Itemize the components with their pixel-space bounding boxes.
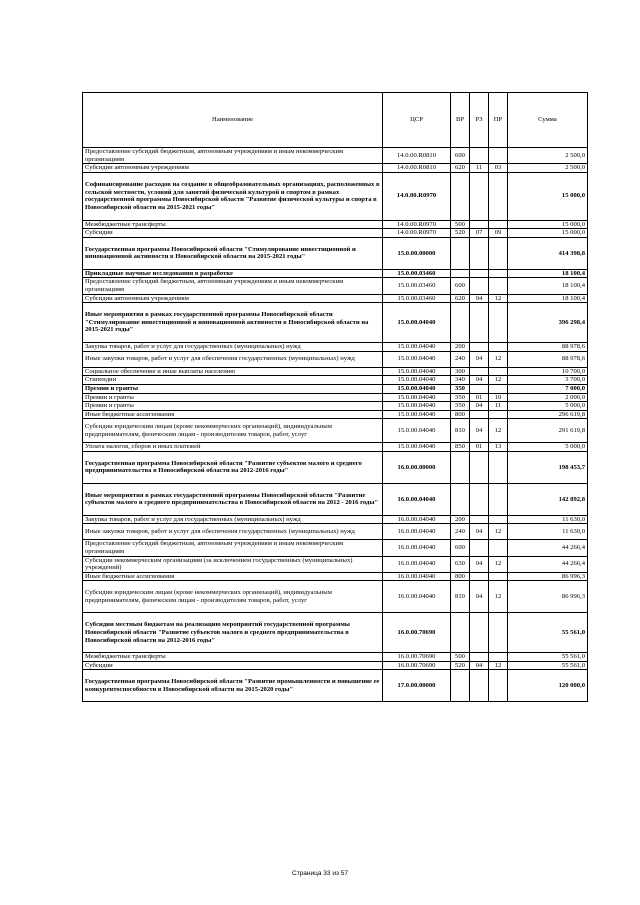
row-sum: 55 561,0 bbox=[508, 613, 588, 653]
row-rz: 04 bbox=[470, 419, 489, 443]
row-vr bbox=[451, 451, 470, 483]
row-sum: 88 978,6 bbox=[508, 351, 588, 367]
row-sum: 15 000,0 bbox=[508, 172, 588, 220]
row-pr bbox=[489, 613, 508, 653]
row-name: Премии и гранты bbox=[83, 402, 383, 411]
table-row bbox=[83, 172, 588, 220]
row-rz: 04 bbox=[470, 661, 489, 670]
table-row bbox=[83, 148, 588, 164]
row-name: Субсидии некоммерческим организациям (за исключением государственных (муниципальных) учреждений) bbox=[83, 556, 383, 572]
row-sum: 291 619,8 bbox=[508, 419, 588, 443]
row-csr: 15.0.00.04040 bbox=[383, 303, 451, 343]
row-rz bbox=[470, 303, 489, 343]
table-row bbox=[83, 229, 588, 238]
row-rz bbox=[470, 515, 489, 524]
row-pr: 12 bbox=[489, 524, 508, 540]
row-vr: 810 bbox=[451, 419, 470, 443]
table-row bbox=[83, 581, 588, 613]
row-name: Предоставление субсидий бюджетным, автономным учреждениям и иным некоммерческим организациям bbox=[83, 148, 383, 164]
row-pr bbox=[489, 410, 508, 419]
row-name: Субсидии юридическим лицам (кроме некоммерческих организаций), индивидуальным предпринимателям, физическим лицам - производителям товаров, работ, услуг bbox=[83, 581, 383, 613]
row-sum: 15 000,0 bbox=[508, 229, 588, 238]
row-name: Субсидии юридическим лицам (кроме некоммерческих организаций), индивидуальным предпринимателям, физическим лицам - производителям товаров, работ, услуг bbox=[83, 419, 383, 443]
header-csr: ЦСР bbox=[383, 93, 451, 148]
row-sum: 2 500,0 bbox=[508, 148, 588, 164]
row-sum: 10 700,0 bbox=[508, 367, 588, 376]
header-vr: ВР bbox=[451, 93, 470, 148]
table-row bbox=[83, 393, 588, 402]
table-row bbox=[83, 384, 588, 393]
row-name: Иные мероприятия в рамках государственной программы Новосибирской области "Развитие субъектов малого и среднего предпринимательства в Новосибирской области на 2012 - 2016 годы" bbox=[83, 483, 383, 515]
row-vr: 810 bbox=[451, 581, 470, 613]
row-name: Государственная программа Новосибирской области "Стимулирование инвестиционной и инновационной активности в Новосибирской области на 2015-2021 годы" bbox=[83, 237, 383, 269]
row-sum: 198 453,7 bbox=[508, 451, 588, 483]
row-vr bbox=[451, 483, 470, 515]
row-csr: 16.0.00.70690 bbox=[383, 661, 451, 670]
table-row bbox=[83, 269, 588, 278]
row-csr: 16.0.00.04040 bbox=[383, 524, 451, 540]
row-name: Государственная программа Новосибирской области "Развитие субъектов малого и среднего предпринимательства в Новосибирской области на 2012-2016 годы" bbox=[83, 451, 383, 483]
row-sum: 55 561,0 bbox=[508, 653, 588, 662]
row-rz: 04 bbox=[470, 402, 489, 411]
row-pr bbox=[489, 367, 508, 376]
row-sum: 2 000,0 bbox=[508, 393, 588, 402]
header-sum: Сумма bbox=[508, 93, 588, 148]
row-vr bbox=[451, 613, 470, 653]
row-sum: 7 000,0 bbox=[508, 384, 588, 393]
row-name: Социальное обеспечение и иные выплаты населению bbox=[83, 367, 383, 376]
row-sum: 55 561,0 bbox=[508, 661, 588, 670]
row-sum: 120 000,0 bbox=[508, 670, 588, 702]
row-name: Софинансирование расходов на создание в общеобразовательных организациях, расположенных в сельской местности, условий для занятий физической культурой и спортом в рамках государственной программы Новосибирской области "Развитие физической культуры и спорта в Новосибирской области на 2015-2021 годы" bbox=[83, 172, 383, 220]
row-name: Закупка товаров, работ и услуг для государственных (муниципальных) нужд bbox=[83, 343, 383, 352]
row-csr: 15.0.00.04040 bbox=[383, 419, 451, 443]
row-pr: 13 bbox=[489, 443, 508, 452]
row-csr: 14.0.00.R0970 bbox=[383, 220, 451, 229]
row-csr: 17.0.00.00000 bbox=[383, 670, 451, 702]
row-csr: 14.0.00.R0970 bbox=[383, 229, 451, 238]
row-name: Государственная программа Новосибирской области "Развитие промышленности и повышение ее конкурентоспособности в Новосибирской области на 2015-2020 годы" bbox=[83, 670, 383, 702]
row-sum: 11 630,0 bbox=[508, 524, 588, 540]
table-row bbox=[83, 572, 588, 581]
row-sum: 142 892,8 bbox=[508, 483, 588, 515]
row-vr: 600 bbox=[451, 540, 470, 556]
row-rz: 04 bbox=[470, 351, 489, 367]
table-row bbox=[83, 237, 588, 269]
row-rz: 01 bbox=[470, 443, 489, 452]
row-name: Иные бюджетные ассигнования bbox=[83, 410, 383, 419]
row-rz bbox=[470, 367, 489, 376]
row-rz bbox=[470, 278, 489, 294]
row-vr bbox=[451, 172, 470, 220]
table-row bbox=[83, 661, 588, 670]
table-header-row bbox=[83, 93, 588, 148]
row-name: Прикладные научные исследования в разработке bbox=[83, 269, 383, 278]
table-row bbox=[83, 540, 588, 556]
row-csr: 15.0.00.04040 bbox=[383, 410, 451, 419]
row-sum: 18 100,4 bbox=[508, 269, 588, 278]
row-sum: 2 500,0 bbox=[508, 164, 588, 173]
row-rz bbox=[470, 670, 489, 702]
row-sum: 18 100,4 bbox=[508, 294, 588, 303]
row-csr: 15.0.00.04040 bbox=[383, 343, 451, 352]
row-pr: 12 bbox=[489, 351, 508, 367]
row-csr: 15.0.00.04040 bbox=[383, 443, 451, 452]
table-row bbox=[83, 220, 588, 229]
table-row bbox=[83, 294, 588, 303]
row-sum: 396 298,4 bbox=[508, 303, 588, 343]
row-pr bbox=[489, 572, 508, 581]
row-pr: 12 bbox=[489, 661, 508, 670]
row-rz bbox=[470, 148, 489, 164]
row-vr: 350 bbox=[451, 402, 470, 411]
row-csr: 16.0.00.04040 bbox=[383, 515, 451, 524]
row-rz bbox=[470, 343, 489, 352]
row-pr bbox=[489, 278, 508, 294]
row-pr bbox=[489, 670, 508, 702]
row-vr bbox=[451, 269, 470, 278]
row-name: Субсидии bbox=[83, 229, 383, 238]
table-row bbox=[83, 303, 588, 343]
row-pr: 11 bbox=[489, 402, 508, 411]
row-csr: 16.0.00.70690 bbox=[383, 653, 451, 662]
row-sum: 44 266,4 bbox=[508, 540, 588, 556]
row-rz: 04 bbox=[470, 581, 489, 613]
row-sum: 11 630,0 bbox=[508, 515, 588, 524]
row-vr bbox=[451, 303, 470, 343]
row-name: Субсидии автономным учреждениям bbox=[83, 164, 383, 173]
row-csr: 16.0.00.04040 bbox=[383, 483, 451, 515]
row-rz bbox=[470, 237, 489, 269]
row-name: Предоставление субсидий бюджетным, автономным учреждениям и иным некоммерческим организациям bbox=[83, 540, 383, 556]
row-rz: 01 bbox=[470, 393, 489, 402]
table-row bbox=[83, 376, 588, 385]
row-name: Иные бюджетные ассигнования bbox=[83, 572, 383, 581]
row-csr: 15.0.00.04040 bbox=[383, 393, 451, 402]
row-rz bbox=[470, 572, 489, 581]
row-csr: 15.0.00.04040 bbox=[383, 376, 451, 385]
row-sum: 296 619,8 bbox=[508, 410, 588, 419]
row-pr: 12 bbox=[489, 419, 508, 443]
table-row bbox=[83, 164, 588, 173]
row-rz bbox=[470, 410, 489, 419]
table-row bbox=[83, 483, 588, 515]
row-vr: 500 bbox=[451, 220, 470, 229]
row-sum: 3 700,0 bbox=[508, 376, 588, 385]
table-row bbox=[83, 402, 588, 411]
table-body bbox=[83, 148, 588, 702]
row-rz bbox=[470, 220, 489, 229]
row-vr: 850 bbox=[451, 443, 470, 452]
row-pr bbox=[489, 148, 508, 164]
row-vr bbox=[451, 237, 470, 269]
row-pr: 12 bbox=[489, 294, 508, 303]
row-pr bbox=[489, 303, 508, 343]
row-pr bbox=[489, 483, 508, 515]
row-sum: 5 000,0 bbox=[508, 443, 588, 452]
table-row bbox=[83, 367, 588, 376]
row-csr: 15.0.00.03460 bbox=[383, 294, 451, 303]
table-row bbox=[83, 351, 588, 367]
row-sum: 86 996,3 bbox=[508, 572, 588, 581]
row-rz bbox=[470, 540, 489, 556]
row-pr bbox=[489, 343, 508, 352]
table-row bbox=[83, 524, 588, 540]
row-rz bbox=[470, 269, 489, 278]
row-name: Уплата налогов, сборов и иных платежей bbox=[83, 443, 383, 452]
row-vr: 800 bbox=[451, 410, 470, 419]
table-row bbox=[83, 410, 588, 419]
table-row bbox=[83, 515, 588, 524]
row-pr bbox=[489, 237, 508, 269]
row-rz bbox=[470, 172, 489, 220]
row-csr: 15.0.00.00000 bbox=[383, 237, 451, 269]
row-rz: 04 bbox=[470, 524, 489, 540]
row-rz bbox=[470, 483, 489, 515]
table-row bbox=[83, 343, 588, 352]
row-name: Субсидии местным бюджетам на реализацию мероприятий государственной программы Новосибирской области "Развитие субъектов малого и среднего предпринимательства в Новосибирской области на 2012-2016 годы" bbox=[83, 613, 383, 653]
row-name: Иные мероприятия в рамках государственной программы Новосибирской области "Стимулирование инвестиционной и инновационной активности в Новосибирской области на 2015-2021 годы" bbox=[83, 303, 383, 343]
row-vr: 620 bbox=[451, 294, 470, 303]
row-vr: 600 bbox=[451, 148, 470, 164]
row-sum: 15 000,0 bbox=[508, 220, 588, 229]
row-rz: 04 bbox=[470, 556, 489, 572]
table-row bbox=[83, 556, 588, 572]
row-pr bbox=[489, 269, 508, 278]
row-sum: 18 100,4 bbox=[508, 278, 588, 294]
row-pr: 12 bbox=[489, 376, 508, 385]
row-pr: 12 bbox=[489, 581, 508, 613]
row-csr: 16.0.00.04040 bbox=[383, 540, 451, 556]
table-row bbox=[83, 670, 588, 702]
row-pr bbox=[489, 653, 508, 662]
table-row bbox=[83, 278, 588, 294]
row-rz bbox=[470, 613, 489, 653]
row-name: Предоставление субсидий бюджетным, автономным учреждениям и иным некоммерческим организациям bbox=[83, 278, 383, 294]
row-sum: 414 398,8 bbox=[508, 237, 588, 269]
row-vr: 600 bbox=[451, 278, 470, 294]
row-vr: 500 bbox=[451, 653, 470, 662]
row-vr: 520 bbox=[451, 661, 470, 670]
row-vr bbox=[451, 670, 470, 702]
row-rz: 04 bbox=[470, 376, 489, 385]
row-csr: 14.0.00.R0810 bbox=[383, 164, 451, 173]
row-vr: 630 bbox=[451, 556, 470, 572]
row-vr: 240 bbox=[451, 351, 470, 367]
row-vr: 800 bbox=[451, 572, 470, 581]
budget-table bbox=[82, 92, 588, 702]
row-csr: 16.0.00.04040 bbox=[383, 556, 451, 572]
row-csr: 15.0.00.04040 bbox=[383, 402, 451, 411]
row-csr: 16.0.00.04040 bbox=[383, 572, 451, 581]
row-name: Премии и гранты bbox=[83, 393, 383, 402]
row-name: Субсидии автономным учреждениям bbox=[83, 294, 383, 303]
row-sum: 5 000,0 bbox=[508, 402, 588, 411]
row-csr: 15.0.00.03460 bbox=[383, 278, 451, 294]
row-csr: 16.0.00.70690 bbox=[383, 613, 451, 653]
row-pr: 09 bbox=[489, 229, 508, 238]
row-pr bbox=[489, 540, 508, 556]
row-rz: 04 bbox=[470, 294, 489, 303]
row-vr: 620 bbox=[451, 164, 470, 173]
row-sum: 86 996,3 bbox=[508, 581, 588, 613]
row-name: Межбюджетные трансферты bbox=[83, 220, 383, 229]
row-rz bbox=[470, 653, 489, 662]
row-vr: 520 bbox=[451, 229, 470, 238]
row-pr: 10 bbox=[489, 393, 508, 402]
row-sum: 88 978,6 bbox=[508, 343, 588, 352]
table-row bbox=[83, 613, 588, 653]
row-csr: 14.0.00.R0810 bbox=[383, 148, 451, 164]
header-rz: РЗ bbox=[470, 93, 489, 148]
row-csr: 16.0.00.00000 bbox=[383, 451, 451, 483]
row-name: Иные закупки товаров, работ и услуг для обеспечения государственных (муниципальных) нужд bbox=[83, 524, 383, 540]
header-pr: ПР bbox=[489, 93, 508, 148]
row-pr: 12 bbox=[489, 556, 508, 572]
row-name: Субсидии bbox=[83, 661, 383, 670]
row-vr: 300 bbox=[451, 367, 470, 376]
row-pr bbox=[489, 172, 508, 220]
row-vr: 200 bbox=[451, 343, 470, 352]
row-vr: 350 bbox=[451, 393, 470, 402]
row-name: Премии и гранты bbox=[83, 384, 383, 393]
row-pr bbox=[489, 220, 508, 229]
row-rz: 07 bbox=[470, 229, 489, 238]
table-row bbox=[83, 419, 588, 443]
row-csr: 14.0.00.R0970 bbox=[383, 172, 451, 220]
row-rz bbox=[470, 451, 489, 483]
row-vr: 200 bbox=[451, 515, 470, 524]
table-row bbox=[83, 451, 588, 483]
row-pr bbox=[489, 515, 508, 524]
row-name: Стипендии bbox=[83, 376, 383, 385]
row-vr: 350 bbox=[451, 384, 470, 393]
row-csr: 15.0.00.04040 bbox=[383, 384, 451, 393]
row-csr: 16.0.00.04040 bbox=[383, 581, 451, 613]
row-csr: 15.0.00.03460 bbox=[383, 269, 451, 278]
row-csr: 15.0.00.04040 bbox=[383, 367, 451, 376]
table-row bbox=[83, 443, 588, 452]
page-footer: Страница 33 из 57 bbox=[292, 870, 348, 877]
row-pr bbox=[489, 451, 508, 483]
row-csr: 15.0.00.04040 bbox=[383, 351, 451, 367]
row-pr bbox=[489, 384, 508, 393]
row-sum: 44 266,4 bbox=[508, 556, 588, 572]
row-rz bbox=[470, 384, 489, 393]
header-name: Наименование bbox=[83, 93, 383, 148]
row-name: Межбюджетные трансферты bbox=[83, 653, 383, 662]
row-rz: 11 bbox=[470, 164, 489, 173]
row-vr: 240 bbox=[451, 524, 470, 540]
row-vr: 340 bbox=[451, 376, 470, 385]
table-row bbox=[83, 653, 588, 662]
row-pr: 03 bbox=[489, 164, 508, 173]
row-name: Иные закупки товаров, работ и услуг для обеспечения государственных (муниципальных) нужд bbox=[83, 351, 383, 367]
row-name: Закупка товаров, работ и услуг для государственных (муниципальных) нужд bbox=[83, 515, 383, 524]
